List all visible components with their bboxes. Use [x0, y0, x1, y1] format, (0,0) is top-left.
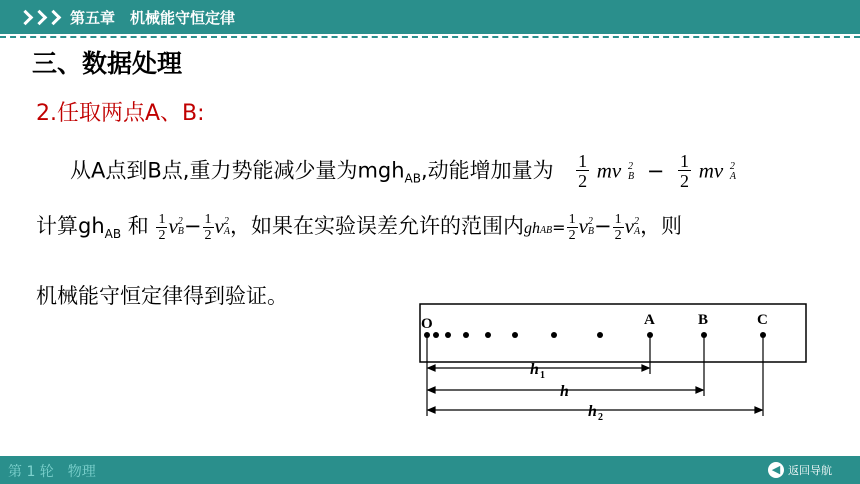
v-term: v — [578, 214, 588, 238]
mv-term: mv — [698, 158, 724, 183]
text-line-3: 机械能守恒定律得到验证。 — [36, 284, 288, 308]
fraction-half: $\frac{1}{2}$ — [204, 211, 212, 243]
v-term: v — [214, 214, 224, 238]
line2-text4: ，则 — [640, 214, 683, 238]
dot — [445, 332, 451, 338]
text-line-1 — [70, 152, 736, 191]
fraction-half: $\frac{1}{2}$ — [568, 211, 576, 243]
dim-h1: h — [530, 361, 539, 378]
dim-h1-sub: 1 — [540, 370, 545, 381]
dot — [433, 332, 439, 338]
gh-term: gh — [523, 220, 540, 237]
v-term: v — [624, 214, 634, 238]
line1-sub: AB — [404, 171, 421, 186]
minus-sign: − — [646, 158, 665, 183]
minus-sign: − — [594, 214, 612, 238]
dim-h2: h — [588, 403, 597, 420]
line1-text: 从A点到B点,重力势能减少量为mgh — [70, 158, 405, 183]
exp-a: 2 A — [223, 216, 230, 237]
dim-h2-sub: 2 — [598, 412, 603, 423]
label-a: A — [644, 312, 655, 328]
back-navigation-label: 返回导航 — [788, 464, 832, 477]
label-o: O — [421, 316, 433, 332]
line1-text2: ,动能增加量为 — [421, 158, 554, 183]
chevrons-icon — [20, 12, 62, 23]
fraction-half: $\frac{1}{2}$ — [158, 211, 166, 243]
line2-text2: 和 — [127, 214, 149, 238]
left-arrow-icon: ◀ — [768, 462, 784, 478]
text-line-2 — [36, 210, 682, 243]
dot — [551, 332, 557, 338]
header-divider — [0, 36, 860, 38]
fraction-half: $\frac{1}{2}$ — [614, 211, 622, 243]
exp-b: 2 B — [587, 216, 595, 237]
dot — [463, 332, 469, 338]
fraction-half: $\frac{1}{2}$ — [680, 151, 690, 191]
dot — [597, 332, 603, 338]
section-title: 三、数据处理 — [32, 49, 183, 78]
gh-sub: AB — [539, 225, 553, 236]
fraction-half: $\frac{1}{2}$ — [578, 151, 588, 191]
chapter-title: 第五章 机械能守恒定律 — [70, 8, 236, 27]
exp-b: 2 B — [627, 160, 635, 182]
line2-sub: AB — [104, 227, 122, 242]
equals-sign: = — [552, 218, 566, 237]
mv-term: mv — [596, 158, 622, 183]
exp-a: 2 A — [633, 216, 641, 237]
dim-h: h — [560, 383, 569, 400]
dot — [485, 332, 491, 338]
dot — [512, 332, 518, 338]
exp-b: 2 B — [177, 216, 184, 237]
header-bar — [0, 0, 860, 34]
back-navigation-button[interactable] — [768, 461, 832, 479]
point-title: 2.任取两点A、B: — [36, 101, 205, 126]
minus-sign: − — [183, 214, 202, 238]
paper-tape-figure — [416, 298, 812, 426]
exp-a: 2 A — [729, 160, 737, 182]
tape-rect — [420, 304, 806, 362]
label-b: B — [698, 312, 709, 328]
v-term: v — [168, 214, 178, 238]
footer-bar — [0, 456, 860, 484]
line2-text3: ，如果在实验误差允许的范围内 — [229, 214, 524, 238]
line2-text1: 计算gh — [36, 214, 105, 238]
label-c: C — [757, 312, 768, 328]
footer-course-label: 第 1 轮 物理 — [8, 464, 96, 480]
